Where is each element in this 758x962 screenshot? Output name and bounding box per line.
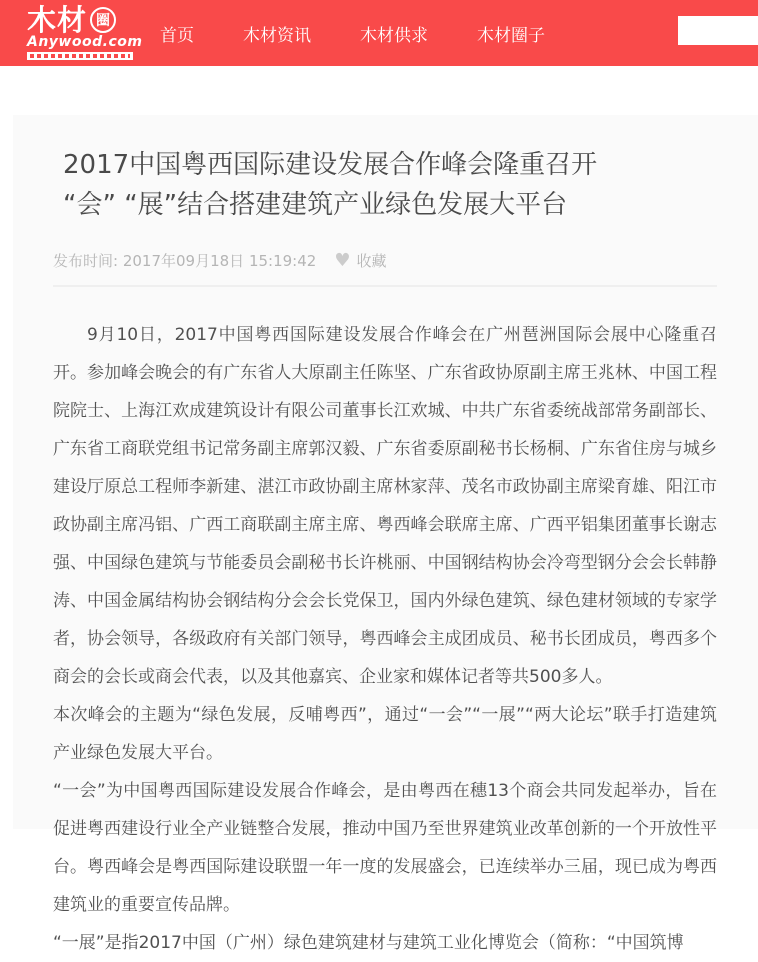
meta-divider [53, 285, 717, 287]
logo-tagline-pattern [30, 54, 130, 58]
logo-brand-text: 木材 [27, 3, 88, 37]
paragraph: “一展”是指2017中国（广州）绿色建筑建材与建筑工业化博览会（简称：“中国筑博 [53, 933, 684, 953]
heart-icon: ♥ [334, 249, 351, 271]
article-title [63, 145, 717, 225]
main-nav [160, 0, 545, 66]
favorite-label: 收藏 [356, 252, 387, 270]
nav-item-home[interactable]: 首页 [160, 25, 194, 46]
logo-domain-text: Anywood.com [27, 34, 143, 50]
nav-item-circle[interactable]: 木材圈子 [477, 25, 545, 46]
article-card [13, 115, 758, 953]
article-body [53, 316, 717, 962]
paragraph: “一会”为中国粤西国际建设发展合作峰会，是由粤西在穗13个商会共同发起举办，旨在促进粤西建设行业全产业链整合发展，推动中国乃至世界建筑业改革创新的一个开放性平台。粤西峰会是粤西国际建设联盟一年一度的发展盛会，已连续举办三届，现已成为粤西建筑业的重要宣传品牌。 [53, 781, 717, 915]
anywood-logo[interactable] [27, 3, 143, 60]
search-input[interactable] [678, 16, 758, 45]
nav-item-supply[interactable]: 木材供求 [360, 25, 428, 46]
site-header [0, 0, 758, 66]
logo-circle-badge: 圈 [90, 7, 116, 33]
article-meta [53, 250, 717, 271]
publish-time: 发布时间: 2017年09月18日 15:19:42 [53, 252, 317, 270]
article-title-line1: 2017中国粤西国际建设发展合作峰会隆重召开 [63, 150, 598, 180]
paragraph: 本次峰会的主题为“绿色发展，反哺粤西”，通过“一会”“一展”“两大论坛”联手打造建筑产业绿色发展大平台。 [53, 705, 717, 763]
article-title-line2: “会” “展”结合搭建建筑产业绿色发展大平台 [63, 190, 568, 220]
nav-item-news[interactable]: 木材资讯 [243, 25, 311, 46]
favorite-button[interactable] [334, 250, 386, 271]
paragraph: 9月10日，2017中国粤西国际建设发展合作峰会在广州琶洲国际会展中心隆重召开。参加峰会晚会的有广东省人大原副主任陈坚、广东省政协原副主席王兆林、中国工程院院士、上海江欢成建筑设计有限公司董事长江欢城、中共广东省委统战部常务副部长、广东省工商联党组书记常务副主席郭汉毅、广东省委原副秘书长杨桐、广东省住房与城乡建设厅原总工程师李新建、湛江市政协副主席林家萍、茂名市政协副主席梁育雄、阳江市政协副主席冯铝、广西工商联副主席主席、粤西峰会联席主席、广西平铝集团董事长谢志强、中国绿色建筑与节能委员会副秘书长许桃丽、中国钢结构协会冷弯型钢分会会长韩静涛、中国金属结构协会钢结构分会会长党保卫，国内外绿色建筑、绿色建材领域的专家学者，协会领导，各级政府有关部门领导，粤西峰会主成团成员、秘书长团成员，粤西多个商会的会长或商会代表，以及其他嘉宾、企业家和媒体记者等共500多人。 [53, 325, 717, 687]
logo-tagline-strip [27, 52, 133, 60]
